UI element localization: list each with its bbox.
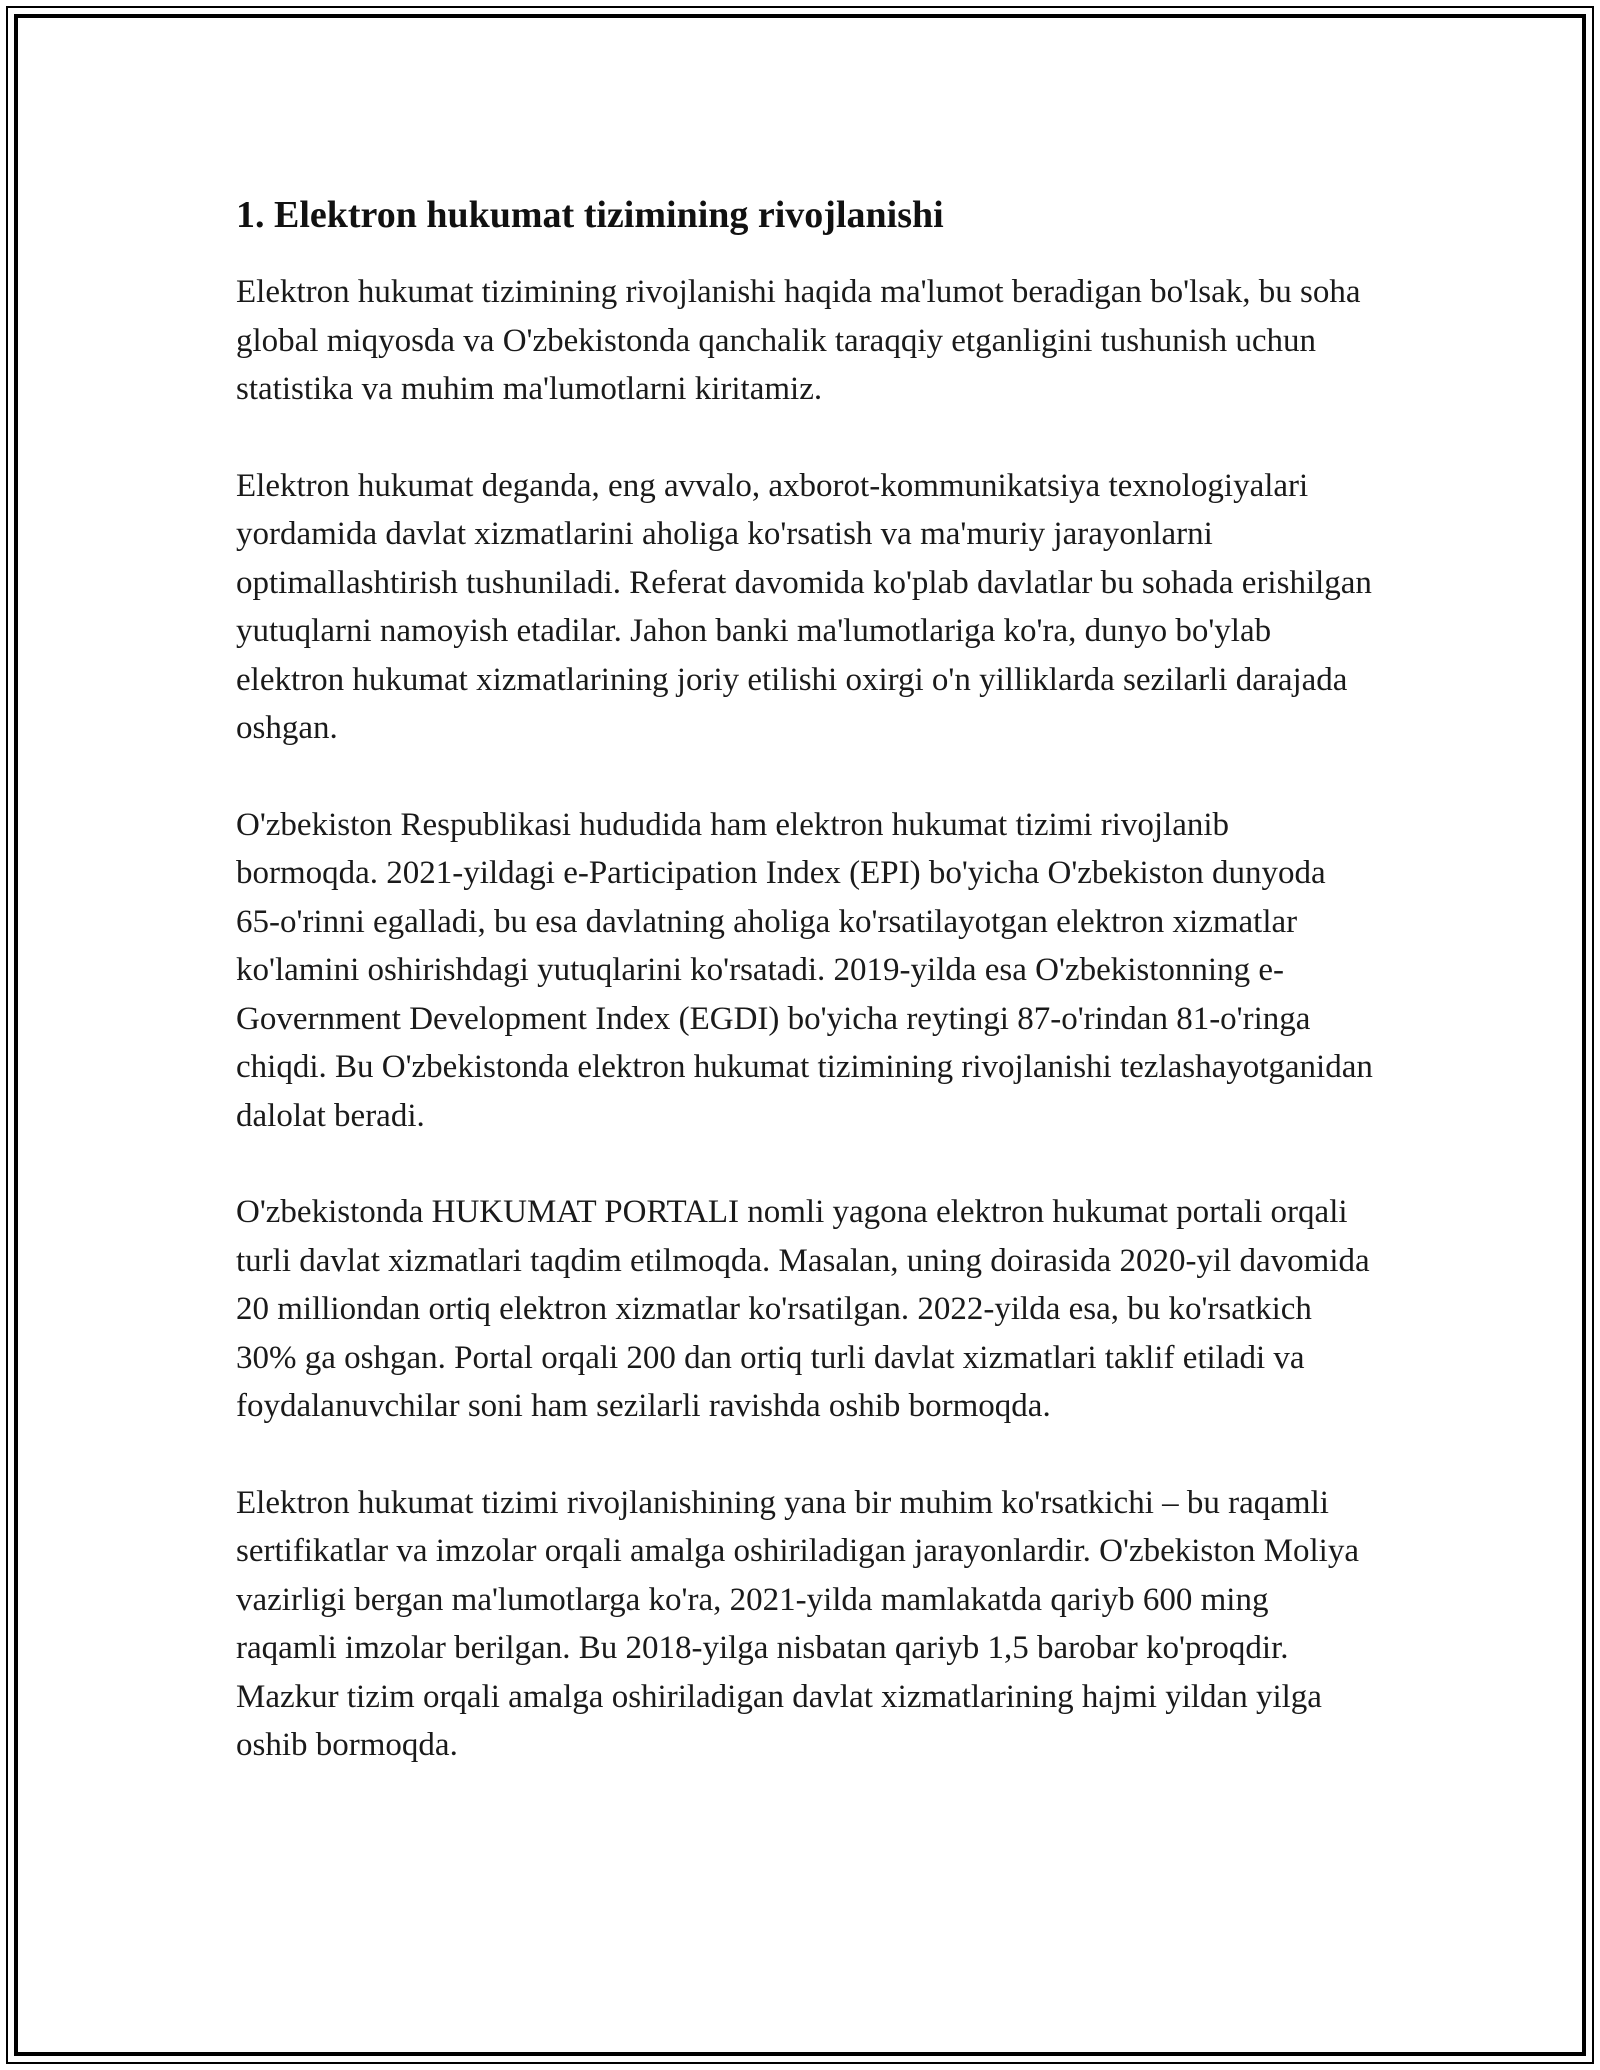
- paragraph-digital-signatures: Elektron hukumat tizimi rivojlanishining yana bir muhim ko'rsatkichi – bu raqamli sertifikatlar va imzolar orqali amalga oshiriladigan jarayonlardir. O'zbekiston Moliya vazirligi bergan ma'lumotlarga ko'ra, 2021-yilda mamlakatda qariyb 600 ming raqamli imzolar berilgan. Bu 2018-yilga nisbatan qariyb 1,5 barobar ko'proqdir. Mazkur tizim orqali amalga oshiriladigan davlat xizmatlarining hajmi yildan yilga oshib bormoqda.: [236, 1484, 1359, 1763]
- paragraph-definition: Elektron hukumat deganda, eng avvalo, axborot-kommunikatsiya texnologiyalari yordamida davlat xizmatlarini aholiga ko'rsatish va ma'muriy jarayonlarni optimallashtirish tushuniladi. Referat davomida ko'plab davlatlar bu sohada erishilgan yutuqlarni namoyish etadilar. Jahon banki ma'lumotlariga ko'ra, dunyo bo'ylab elektron hukumat xizmatlarining joriy etilishi oxirgi o'n yilliklarda sezilarli darajada oshgan.: [236, 467, 1372, 746]
- document-body: [236, 190, 1376, 1770]
- section-heading: 1. Elektron hukumat tizimining rivojlanishi: [236, 194, 944, 236]
- paragraph-government-portal: O'zbekistonda HUKUMAT PORTALI nomli yagona elektron hukumat portali orqali turli davlat xizmatlari taqdim etilmoqda. Masalan, uning doirasida 2020-yil davomida 20 milliondan ortiq elektron xizmatlar ko'rsatilgan. 2022-yilda esa, bu ko'rsatkich 30% ga oshgan. Portal orqali 200 dan ortiq turli davlat xizmatlari taklif etiladi va foydalanuvchilar soni ham sezilarli ravishda oshib bormoqda.: [236, 1194, 1370, 1424]
- paragraph-intro: Elektron hukumat tizimining rivojlanishi haqida ma'lumot beradigan bo'lsak, bu soha global miqyosda va O'zbekistonda qanchalik taraqqiy etganligini tushunish uchun statistika va muhim ma'lumotlarni kiritamiz.: [236, 274, 1361, 407]
- paragraph-uzbekistan-indices: O'zbekiston Respublikasi hududida ham elektron hukumat tizimi rivojlanib bormoqda. 2021-yildagi e-Participation Index (EPI) bo'yicha O'zbekiston dunyoda 65-o'rinni egalladi, bu esa davlatning aholiga ko'rsatilayotgan elektron xizmatlar ko'lamini oshirishdagi yutuqlarini ko'rsatadi. 2019-yilda esa O'zbekistonning e-Government Development Index (EGDI) bo'yicha reytingi 87-o'rindan 81-o'ringa chiqdi. Bu O'zbekistonda elektron hukumat tizimining rivojlanishi tezlashayotganidan dalolat beradi.: [236, 806, 1373, 1134]
